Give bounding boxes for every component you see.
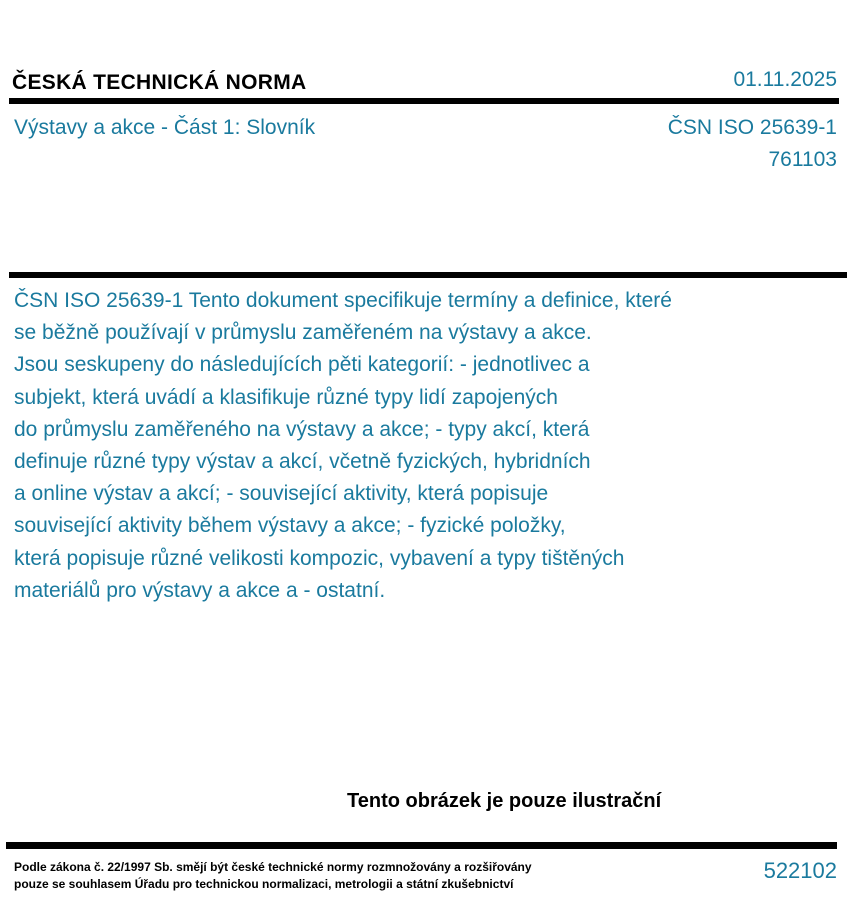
- illustration-notice: Tento obrázek je pouze ilustrační: [347, 790, 662, 812]
- standard-designation: ČSN ISO 25639-1: [667, 116, 837, 139]
- abstract-line: která popisuje různé velikosti kompozic, vybavení a typy tištěných: [14, 546, 625, 570]
- classification-number: 761103: [768, 148, 837, 171]
- legal-notice-line: Podle zákona č. 22/1997 Sb. smějí být české technické normy rozmnožovány a rozšiřovány: [14, 860, 532, 874]
- order-number: 522102: [763, 858, 837, 883]
- legal-notice-line: pouze se souhlasem Úřadu pro technickou normalizaci, metrologii a státní zkušebnictví: [14, 877, 514, 891]
- abstract-line: definuje různé typy výstav a akcí, včetně fyzických, hybridních: [14, 450, 591, 474]
- header-rule: [9, 98, 839, 104]
- abstract-line: Jsou seskupeny do následujících pěti kategorií: - jednotlivec a: [14, 353, 590, 377]
- abstract-line: do průmyslu zaměřeného na výstavy a akce; - typy akcí, která: [14, 417, 590, 441]
- standard-title: Výstavy a akce - Část 1: Slovník: [14, 116, 316, 139]
- abstract-line: a online výstav a akcí; - související aktivity, která popisuje: [14, 482, 549, 506]
- legal-notice: [14, 859, 532, 893]
- abstract-line: ČSN ISO 25639-1 Tento dokument specifikuje termíny a definice, které: [14, 289, 672, 312]
- issue-date: 01.11.2025: [733, 68, 837, 91]
- abstract-line: subjekt, která uvádí a klasifikuje různé typy lidí zapojených: [14, 385, 558, 409]
- abstract-line: materiálů pro výstavy a akce a - ostatní.: [14, 578, 386, 602]
- document-type-heading: ČESKÁ TECHNICKÁ NORMA: [12, 71, 307, 94]
- abstract-text: [14, 285, 834, 607]
- footer-rule: [6, 842, 837, 849]
- abstract-line: se běžně používají v průmyslu zaměřeném na výstavy a akce.: [14, 321, 592, 345]
- abstract-line: související aktivity během výstavy a akce; - fyzické položky,: [14, 514, 566, 538]
- abstract-rule: [9, 272, 847, 278]
